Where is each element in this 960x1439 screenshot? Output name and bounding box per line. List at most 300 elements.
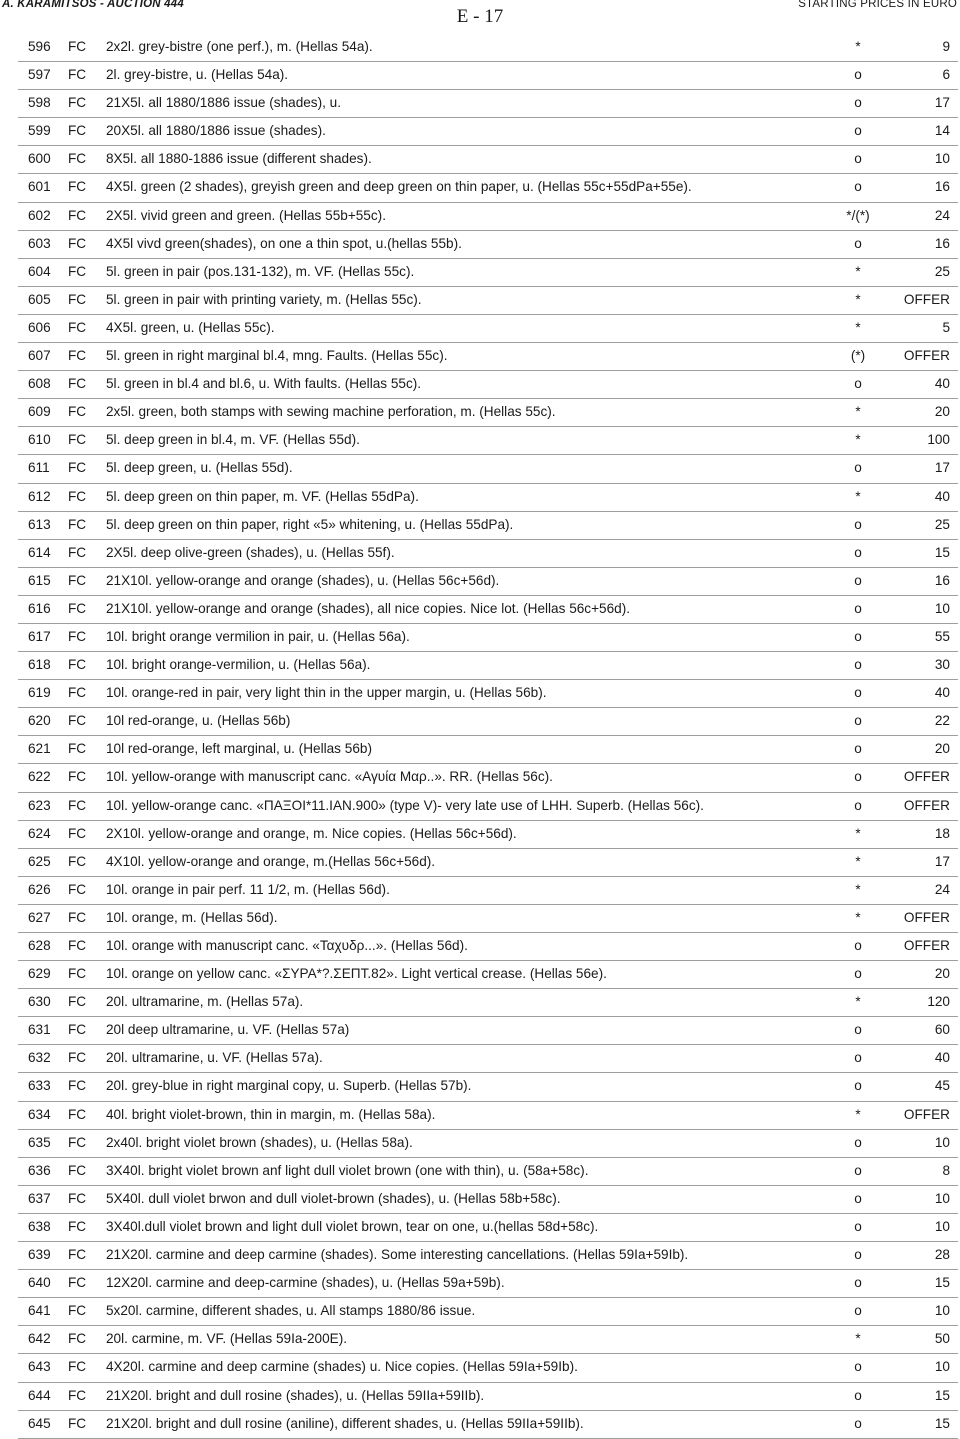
lot-condition: * [855,994,861,1010]
lot-price: 120 [927,994,950,1010]
lot-price: 25 [934,516,950,532]
lot-number: 639 [28,1247,51,1263]
lot-price: 50 [934,1331,950,1347]
lot-row [18,764,958,792]
lot-description: 10l. yellow-orange canc. «ΠΑΞΟΙ*11.ΙΑΝ.900» (type V)- very late use of LHH. Superb. (Hellas 56c). [106,797,704,813]
lot-row [18,624,958,652]
lot-number: 600 [28,151,51,167]
lot-price: OFFER [903,797,950,813]
lot-description: 2l. grey-bistre, u. (Hellas 54a). [106,67,289,83]
lot-description: 40l. bright violet-brown, thin in margin, m. (Hellas 58a). [106,1106,436,1122]
lot-condition: * [855,488,861,504]
lot-number: 616 [28,600,51,616]
lot-price: 10 [934,1359,950,1375]
lot-price: 40 [934,1050,950,1066]
lot-price: 16 [934,179,950,195]
lot-price: OFFER [903,769,950,785]
lot-price: 10 [934,600,950,616]
lot-number: 606 [28,319,51,335]
lot-row [18,315,958,343]
lot-category: FC [68,1134,87,1150]
lot-price: 17 [934,460,950,476]
lot-row [18,203,958,231]
lot-description: 3X40l. bright violet brown anf light dull violet brown (one with thin), u. (58a+58c). [106,1162,589,1178]
lot-price: 24 [934,881,950,897]
lot-price: 10 [934,1303,950,1319]
lot-description: 2x40l. bright violet brown (shades), u. (Hellas 58a). [106,1134,413,1150]
lot-number: 628 [28,938,51,953]
lot-description: 2x2l. grey-bistre (one perf.), m. (Hellas 54a). [106,39,373,54]
lot-number: 637 [28,1190,51,1206]
lot-category: FC [68,628,87,644]
lot-row [18,680,958,708]
lot-number: 608 [28,376,51,392]
lot-category: FC [68,572,87,588]
lot-category: FC [68,544,87,560]
lot-number: 632 [28,1050,51,1066]
lot-description: 5l. green in right marginal bl.4, mng. Faults. (Hellas 55c). [106,348,448,364]
lot-category: FC [68,1247,87,1263]
lot-description: 5l. deep green on thin paper, m. VF. (Hellas 55dPa). [106,488,419,504]
lot-condition: o [854,67,862,83]
lot-condition: o [854,1022,862,1038]
lot-condition: * [855,404,861,420]
lot-row [18,455,958,483]
lot-description: 5X40l. dull violet brwon and dull violet-brown (shades), u. (Hellas 58b+58c). [106,1190,561,1206]
lot-condition: * [855,909,861,925]
lot-description: 4X5l vivd green(shades), on one a thin spot, u.(hellas 55b). [106,235,462,251]
lot-row [18,371,958,399]
lot-category: FC [68,769,87,785]
lot-description: 2X10l. yellow-orange and orange, m. Nice copies. (Hellas 56c+56d). [106,825,517,841]
lot-row [18,708,958,736]
lot-description: 21X10l. yellow-orange and orange (shades), u. (Hellas 56c+56d). [106,572,500,588]
lot-description: 21X10l. yellow-orange and orange (shades), all nice copies. Nice lot. (Hellas 56c+56d). [106,600,631,616]
lot-category: FC [68,713,87,729]
lot-condition: o [854,1218,862,1234]
lot-description: 10l. orange on yellow canc. «ΣΥΡΑ*?.ΣΕΠΤ.82». Light vertical crease. (Hellas 56e). [106,966,607,982]
lot-row [18,1411,958,1439]
lot-condition: * [855,263,861,279]
price-note: STARTING PRICES IN EURO [798,0,957,10]
lot-category: FC [68,1387,87,1403]
lot-condition: * [855,1331,861,1347]
lot-row [18,877,958,905]
lot-condition: o [854,657,862,673]
lot-category: FC [68,207,87,223]
lot-description: 21X20l. bright and dull rosine (aniline), different shades, u. (Hellas 59IIa+59IIb). [106,1415,584,1431]
lot-condition: */(*) [846,207,870,223]
lot-condition: o [854,95,862,111]
lot-description: 4X5l. green (2 shades), greyish green and deep green on thin paper, u. (Hellas 55c+55dPa+55e). [106,179,692,195]
lot-row [18,1130,958,1158]
lot-condition: o [854,235,862,251]
lot-price: 15 [934,1415,950,1431]
lot-price: OFFER [903,909,950,925]
lot-number: 625 [28,853,51,869]
lot-condition: o [854,123,862,139]
lot-condition: o [854,1050,862,1066]
lot-condition: * [855,825,861,841]
lot-description: 10l. bright orange-vermilion, u. (Hellas 56a). [106,657,371,673]
lot-price: OFFER [903,938,950,953]
lot-condition: o [854,769,862,785]
lot-price: 55 [934,628,950,644]
lot-price: 17 [934,853,950,869]
lot-row [18,343,958,371]
lot-number: 619 [28,685,51,701]
lot-row [18,1073,958,1101]
lot-description: 10l red-orange, u. (Hellas 56b) [106,713,291,729]
lot-price: 15 [934,1275,950,1291]
lot-condition: * [855,1106,861,1122]
lot-number: 603 [28,235,51,251]
lot-condition: o [854,1415,862,1431]
lot-category: FC [68,1218,87,1234]
lot-condition: o [854,1190,862,1206]
lot-category: FC [68,95,87,111]
lot-category: FC [68,348,87,364]
lot-price: 10 [934,1190,950,1206]
lot-row [18,484,958,512]
lot-category: FC [68,1303,87,1319]
lot-category: FC [68,67,87,83]
lot-number: 609 [28,404,51,420]
lot-price: 22 [934,713,950,729]
lot-row [18,1298,958,1326]
lot-number: 611 [28,460,50,476]
lot-condition: o [854,179,862,195]
lot-condition: * [855,432,861,448]
lot-condition: o [854,1303,862,1319]
lot-number: 640 [28,1275,51,1291]
lot-row [18,1102,958,1130]
lot-description: 4X10l. yellow-orange and orange, m.(Hellas 56c+56d). [106,853,436,869]
lot-number: 610 [28,432,51,448]
lot-description: 10l. orange, m. (Hellas 56d). [106,909,278,925]
lot-condition: o [854,741,862,757]
lot-price: 10 [934,151,950,167]
lot-condition: * [855,319,861,335]
lot-description: 20X5l. all 1880/1886 issue (shades). [106,123,326,139]
lot-category: FC [68,404,87,420]
lot-number: 626 [28,881,51,897]
lot-number: 598 [28,95,51,111]
lot-category: FC [68,1415,87,1431]
lot-category: FC [68,853,87,869]
lot-price: 60 [934,1022,950,1038]
lot-number: 597 [28,67,51,83]
lot-description: 21X20l. bright and dull rosine (shades), u. (Hellas 59IIa+59IIb). [106,1387,485,1403]
lot-price: 10 [934,1218,950,1234]
lot-number: 599 [28,123,51,139]
lot-condition: o [854,685,862,701]
lot-description: 10l. yellow-orange with manuscript canc. «Αγυία Μαρ..». RR. (Hellas 56c). [106,769,553,785]
lot-category: FC [68,432,87,448]
lot-number: 623 [28,797,51,813]
lot-price: 5 [942,319,950,335]
lot-description: 5l. deep green, u. (Hellas 55d). [106,460,293,476]
lot-number: 615 [28,572,51,588]
lot-number: 636 [28,1162,51,1178]
lot-condition: o [854,1387,862,1403]
lot-row [18,905,958,933]
lot-category: FC [68,881,87,897]
lot-category: FC [68,151,87,167]
lot-category: FC [68,797,87,813]
lot-row [18,596,958,624]
lot-condition: (*) [850,348,866,364]
lot-number: 602 [28,207,51,223]
lot-row [18,1045,958,1073]
lot-condition: o [854,376,862,392]
lot-description: 20l. ultramarine, m. (Hellas 57a). [106,994,304,1010]
lot-category: FC [68,179,87,195]
lot-condition: o [854,938,862,953]
lot-condition: o [854,516,862,532]
lot-condition: o [854,1247,862,1263]
lot-row [18,118,958,146]
lot-condition: * [855,291,861,307]
lot-description: 20l deep ultramarine, u. VF. (Hellas 57a) [106,1022,350,1038]
lot-number: 618 [28,657,51,673]
lot-row [18,231,958,259]
lot-condition: * [855,881,861,897]
lot-category: FC [68,376,87,392]
lot-number: 645 [28,1415,51,1431]
lot-row [18,1354,958,1382]
lot-category: FC [68,1050,87,1066]
lot-price: 17 [934,95,950,111]
lot-category: FC [68,263,87,279]
lot-number: 643 [28,1359,51,1375]
lot-price: 40 [934,376,950,392]
lot-description: 20l. grey-blue in right marginal copy, u. Superb. (Hellas 57b). [106,1078,472,1094]
lot-row [18,62,958,90]
lot-description: 5l. green in bl.4 and bl.6, u. With faults. (Hellas 55c). [106,376,422,392]
lot-category: FC [68,966,87,982]
lot-category: FC [68,1190,87,1206]
lot-number: 633 [28,1078,51,1094]
lot-price: 10 [934,1134,950,1150]
lot-category: FC [68,123,87,139]
lot-condition: o [854,713,862,729]
lot-number: 604 [28,263,51,279]
lot-row [18,512,958,540]
lot-price: 15 [934,544,950,560]
lot-number: 642 [28,1331,51,1347]
lot-number: 614 [28,544,51,560]
page-number: E - 17 [456,6,504,27]
lot-row [18,568,958,596]
lot-row [18,849,958,877]
lot-price: 18 [934,825,950,841]
lot-number: 622 [28,769,51,785]
lot-condition: o [854,1162,862,1178]
lot-row [18,1186,958,1214]
lot-category: FC [68,319,87,335]
lot-description: 20l. ultramarine, u. VF. (Hellas 57a). [106,1050,323,1066]
lot-price: OFFER [903,348,950,364]
lot-row [18,1158,958,1186]
page-header [0,0,960,30]
lot-price: 40 [934,685,950,701]
auction-title: A. KARAMITSOS - AUCTION 444 [2,0,184,10]
lot-price: 20 [934,966,950,982]
lot-category: FC [68,657,87,673]
lot-price: OFFER [903,1106,950,1122]
lot-condition: * [855,39,861,54]
lot-price: 20 [934,741,950,757]
lot-description: 20l. carmine, m. VF. (Hellas 59Ia-200E). [106,1331,348,1347]
lot-price: 30 [934,657,950,673]
lot-row [18,287,958,315]
lot-condition: o [854,1078,862,1094]
lot-category: FC [68,1106,87,1122]
lot-condition: o [854,600,862,616]
lot-category: FC [68,488,87,504]
lot-condition: o [854,966,862,982]
lot-description: 5l. green in pair with printing variety, m. (Hellas 55c). [106,291,422,307]
lot-description: 10l. bright orange vermilion in pair, u. (Hellas 56a). [106,628,410,644]
lot-number: 638 [28,1218,51,1234]
lot-number: 630 [28,994,51,1010]
lot-row [18,90,958,118]
lot-number: 621 [28,741,51,757]
lot-description: 2x5l. green, both stamps with sewing machine perforation, m. (Hellas 55c). [106,404,556,420]
lot-number: 607 [28,348,51,364]
lot-category: FC [68,1331,87,1347]
lot-row [18,1017,958,1045]
lot-row [18,652,958,680]
lot-price: 9 [942,39,950,54]
lot-number: 635 [28,1134,51,1150]
lot-description: 8X5l. all 1880-1886 issue (different shades). [106,151,372,167]
lot-row [18,989,958,1017]
lot-number: 629 [28,966,51,982]
lot-number: 596 [28,39,51,54]
lot-row [18,1270,958,1298]
lot-condition: o [854,1275,862,1291]
lot-description: 5l. green in pair (pos.131-132), m. VF. (Hellas 55c). [106,263,415,279]
lot-description: 4X20l. carmine and deep carmine (shades) u. Nice copies. (Hellas 59Ia+59Ib). [106,1359,578,1375]
lot-row [18,146,958,174]
lot-condition: o [854,572,862,588]
lot-description: 4X5l. green, u. (Hellas 55c). [106,319,275,335]
lot-row [18,1242,958,1270]
lot-category: FC [68,741,87,757]
lot-description: 2X5l. vivid green and green. (Hellas 55b+55c). [106,207,386,223]
lot-description: 12X20l. carmine and deep-carmine (shades), u. (Hellas 59a+59b). [106,1275,505,1291]
lot-description: 5l. deep green on thin paper, right «5» whitening, u. (Hellas 55dPa). [106,516,514,532]
lot-row [18,259,958,287]
lot-number: 601 [28,179,51,195]
lot-category: FC [68,938,87,953]
lot-category: FC [68,685,87,701]
lot-condition: o [854,460,862,476]
lot-price: 25 [934,263,950,279]
lot-price: 16 [934,572,950,588]
lot-description: 3X40l.dull violet brown and light dull violet brown, tear on one, u.(hellas 58d+58c). [106,1218,599,1234]
lot-row [18,933,958,961]
lot-condition: o [854,797,862,813]
lot-condition: o [854,1134,862,1150]
lot-condition: * [855,853,861,869]
lot-number: 620 [28,713,51,729]
lot-condition: o [854,1359,862,1375]
lot-category: FC [68,1022,87,1038]
lot-list [18,34,958,1439]
lot-row [18,427,958,455]
lot-number: 624 [28,825,51,841]
lot-price: 14 [934,123,950,139]
lot-description: 5l. deep green in bl.4, m. VF. (Hellas 55d). [106,432,360,448]
lot-price: OFFER [903,291,950,307]
lot-category: FC [68,1078,87,1094]
lot-category: FC [68,825,87,841]
lot-category: FC [68,909,87,925]
lot-price: 45 [934,1078,950,1094]
lot-price: 40 [934,488,950,504]
lot-category: FC [68,1275,87,1291]
lot-category: FC [68,460,87,476]
lot-number: 634 [28,1106,51,1122]
lot-row [18,540,958,568]
lot-price: 100 [927,432,950,448]
lot-category: FC [68,39,87,54]
lot-category: FC [68,994,87,1010]
lot-condition: o [854,628,862,644]
lot-number: 631 [28,1022,51,1038]
lot-description: 10l red-orange, left marginal, u. (Hellas 56b) [106,741,372,757]
lot-row [18,399,958,427]
lot-description: 21X20l. carmine and deep carmine (shades). Some interesting cancellations. (Hellas 59Ia+59Ib). [106,1247,689,1263]
lot-price: 20 [934,404,950,420]
lot-number: 644 [28,1387,51,1403]
lot-price: 15 [934,1387,950,1403]
lot-number: 627 [28,909,51,925]
lot-row [18,1383,958,1411]
lot-row [18,821,958,849]
lot-number: 612 [28,488,51,504]
lot-number: 613 [28,516,51,532]
lot-category: FC [68,600,87,616]
lot-number: 641 [28,1303,51,1319]
lot-category: FC [68,235,87,251]
lot-row [18,736,958,764]
lot-description: 10l. orange with manuscript canc. «Ταχυδρ...». (Hellas 56d). [106,938,468,953]
lot-row [18,1214,958,1242]
lot-description: 10l. orange in pair perf. 11 1/2, m. (Hellas 56d). [106,881,390,897]
lot-row [18,174,958,202]
lot-category: FC [68,516,87,532]
lot-category: FC [68,291,87,307]
lot-condition: o [854,544,862,560]
lot-description: 2X5l. deep olive-green (shades), u. (Hellas 55f). [106,544,395,560]
lot-row [18,1326,958,1354]
lot-row [18,34,958,62]
lot-number: 617 [28,628,51,644]
lot-description: 21X5l. all 1880/1886 issue (shades), u. [106,95,342,111]
lot-price: 8 [942,1162,950,1178]
lot-row [18,961,958,989]
lot-number: 605 [28,291,51,307]
lot-category: FC [68,1162,87,1178]
lot-price: 6 [942,67,950,83]
lot-description: 10l. orange-red in pair, very light thin in the upper margin, u. (Hellas 56b). [106,685,547,701]
lot-price: 24 [934,207,950,223]
lot-condition: o [854,151,862,167]
